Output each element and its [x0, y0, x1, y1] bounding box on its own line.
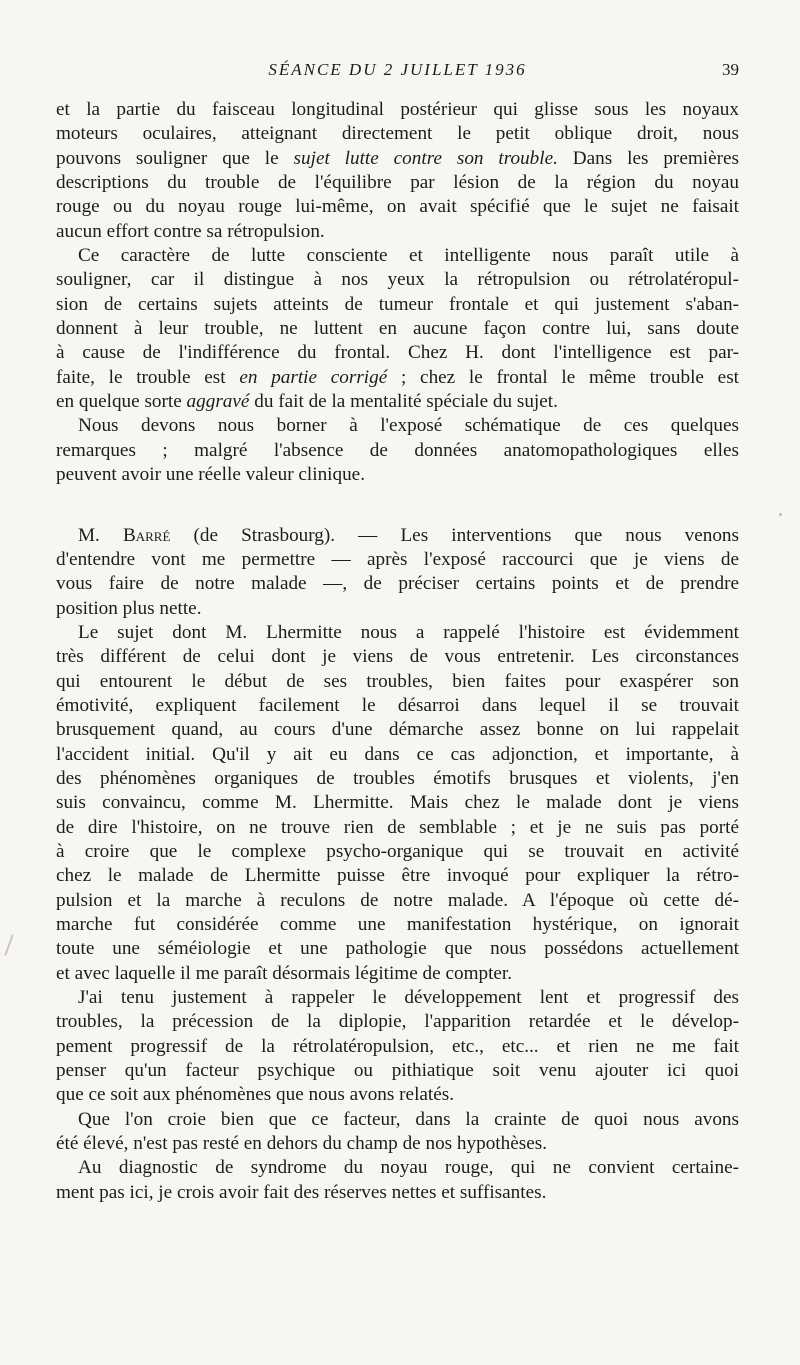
text-run: qui entourent le début de ses troubles, bien faites pour exaspérer son — [56, 670, 739, 692]
text-line — [56, 937, 739, 961]
text-run: pulsion et la marche à reculons de notre malade. A l'époque où cette dé- — [56, 889, 739, 911]
text-line — [56, 439, 739, 463]
body-text — [56, 98, 739, 1205]
text-line — [56, 840, 739, 864]
text-line — [56, 743, 739, 767]
text-line — [56, 244, 739, 268]
text-run: souligner, car il distingue à nos yeux la rétropulsion ou rétrolatéropul- — [56, 269, 739, 291]
print-speck — [779, 513, 782, 516]
text-line — [56, 670, 739, 694]
text-line — [56, 597, 739, 621]
text-run: J'ai tenu justement à rappeler le développement lent et progressif des — [78, 987, 739, 1009]
paragraph — [56, 524, 739, 621]
text-run: à croire que le complexe psycho-organique qui se trouvait en activité — [56, 840, 739, 862]
text-run: Que l'on croie bien que ce facteur, dans la crainte de quoi nous avons — [78, 1108, 739, 1130]
paragraph — [56, 621, 739, 986]
text-run: Nous devons nous borner à l'exposé schématique de ces quelques — [78, 415, 739, 437]
text-line — [56, 1132, 739, 1156]
text-run: ment pas ici, je crois avoir fait des réserves nettes et suffisantes. — [56, 1181, 547, 1203]
text-run: rouge ou du noyau rouge lui-même, on avait spécifié que le sujet ne faisait — [56, 196, 739, 218]
text-run: marche fut considérée comme une manifestation hystérique, on ignorait — [56, 914, 739, 935]
italic-text: en partie corrigé — [239, 366, 388, 388]
text-line — [56, 1010, 739, 1034]
text-line — [56, 524, 739, 548]
text-line — [56, 1035, 739, 1059]
text-run: émotivité, expliquent facilement le désarroi dans lequel il se trouvait — [56, 694, 739, 716]
text-run: des phénomènes organiques de troubles émotifs brusques et violents, j'en — [56, 767, 739, 789]
text-run: et la partie du faisceau longitudinal postérieur qui glisse sous les noyaux — [56, 99, 739, 120]
text-line — [56, 962, 739, 986]
text-run: de dire l'histoire, on ne trouve rien de semblable ; et je ne suis pas porté — [56, 816, 739, 838]
text-run: que ce soit aux phénomènes que nous avons relatés. — [56, 1084, 455, 1106]
text-line — [56, 548, 739, 572]
text-run: troubles, la précession de la diplopie, l'apparition retardée et le dévelop- — [56, 1011, 739, 1033]
text-run: pement progressif de la rétrolatéropulsion, etc., etc... et rien ne me fait — [56, 1035, 739, 1057]
italic-text: aggravé — [186, 391, 250, 413]
document-page — [56, 0, 739, 1365]
text-line — [56, 341, 739, 365]
text-line — [56, 1059, 739, 1083]
text-run: l'accident initial. Qu'il y ait eu dans ce cas adjonction, et importante, à — [56, 743, 739, 765]
paragraph — [56, 98, 739, 244]
text-run: aucun effort contre sa rétropulsion. — [56, 220, 325, 242]
text-run: sion de certains sujets atteints de tumeur frontale et qui justement s'aban- — [56, 293, 739, 315]
text-line — [56, 645, 739, 669]
text-run: Dans les premières — [557, 147, 739, 169]
text-run: Au diagnostic de syndrome du noyau rouge, qui ne convient certaine- — [78, 1157, 739, 1179]
text-run: ; chez le frontal le même trouble est — [387, 366, 739, 388]
text-run: été élevé, n'est pas resté en dehors du champ de nos hypothèses. — [56, 1133, 547, 1155]
text-run: en quelque sorte — [56, 391, 187, 413]
paragraph — [56, 986, 739, 1108]
text-line — [56, 694, 739, 718]
text-run: pouvons souligner que le — [56, 147, 294, 169]
text-run: brusquement quand, au cours d'une démarche assez bonne on lui rappelait — [56, 719, 739, 741]
text-line — [56, 621, 739, 645]
text-line — [56, 1083, 739, 1107]
paragraph — [56, 244, 739, 414]
paragraph — [56, 1108, 739, 1157]
paragraph — [56, 1156, 739, 1205]
text-run: M. — [78, 524, 123, 546]
running-header — [56, 58, 739, 82]
text-run: du fait de la mentalité spéciale du sujet. — [249, 391, 558, 413]
text-line — [56, 986, 739, 1010]
text-run: remarques ; malgré l'absence de données anatomopathologiques elles — [56, 439, 739, 461]
text-line — [56, 390, 739, 414]
text-run: position plus nette. — [56, 597, 202, 619]
text-line — [56, 572, 739, 596]
smallcaps-name: Barré — [122, 524, 171, 546]
text-run: donnent à leur trouble, ne luttent en aucune façon contre lui, sans doute — [56, 318, 739, 340]
text-run: Le sujet dont M. Lhermitte nous a rappelé l'histoire est évidemment — [78, 621, 739, 643]
text-run: penser qu'un facteur psychique ou pithiatique soit venu ajouter ici quoi — [56, 1060, 739, 1082]
text-line — [56, 767, 739, 791]
text-line — [56, 220, 739, 244]
text-run: descriptions du trouble de l'équilibre par lésion de la région du noyau — [56, 172, 739, 194]
italic-text: sujet lutte contre son trouble. — [293, 147, 558, 169]
text-run: suis convaincu, comme M. Lhermitte. Mais chez le malade dont je viens — [56, 792, 739, 814]
text-run: moteurs oculaires, atteignant directement le petit oblique droit, nous — [56, 123, 739, 145]
text-run: d'entendre vont me permettre — après l'exposé raccourci que je viens de — [56, 548, 739, 570]
text-run: vous faire de notre malade —, de préciser certains points et de prendre — [56, 573, 739, 595]
text-line — [56, 317, 739, 341]
text-line — [56, 463, 739, 487]
text-line — [56, 864, 739, 888]
text-line — [56, 195, 739, 219]
text-line — [56, 718, 739, 742]
text-line — [56, 293, 739, 317]
paragraph — [56, 414, 739, 487]
text-line — [56, 98, 739, 122]
text-run: peuvent avoir une réelle valeur clinique. — [56, 464, 365, 486]
text-line — [56, 171, 739, 195]
section-gap — [56, 488, 739, 524]
margin-mark — [4, 934, 13, 955]
text-line — [56, 414, 739, 438]
text-line — [56, 913, 739, 937]
text-line — [56, 1156, 739, 1180]
text-run: très différent de celui dont je viens de vous entretenir. Les circonstances — [56, 646, 739, 668]
text-line — [56, 791, 739, 815]
text-run: toute une séméiologie et une pathologie que nous possédons actuellement — [56, 938, 739, 960]
text-run: faite, le trouble est — [56, 366, 240, 388]
text-run: chez le malade de Lhermitte puisse être invoqué pour expliquer la rétro- — [56, 865, 739, 887]
text-line — [56, 147, 739, 171]
running-title: SÉANCE DU 2 JUILLET 1936 — [268, 60, 527, 79]
text-line — [56, 268, 739, 292]
text-line — [56, 366, 739, 390]
text-line — [56, 1108, 739, 1132]
text-run: et avec laquelle il me paraît désormais légitime de compter. — [56, 962, 513, 984]
text-line — [56, 816, 739, 840]
text-run: (de Strasbourg). — Les interventions que nous venons — [170, 524, 739, 546]
text-line — [56, 122, 739, 146]
page-number: 39 — [722, 60, 739, 79]
text-line — [56, 1181, 739, 1205]
text-line — [56, 889, 739, 913]
text-run: Ce caractère de lutte consciente et intelligente nous paraît utile à — [78, 245, 739, 267]
text-run: à cause de l'indifférence du frontal. Chez H. dont l'intelligence est par- — [56, 342, 739, 364]
